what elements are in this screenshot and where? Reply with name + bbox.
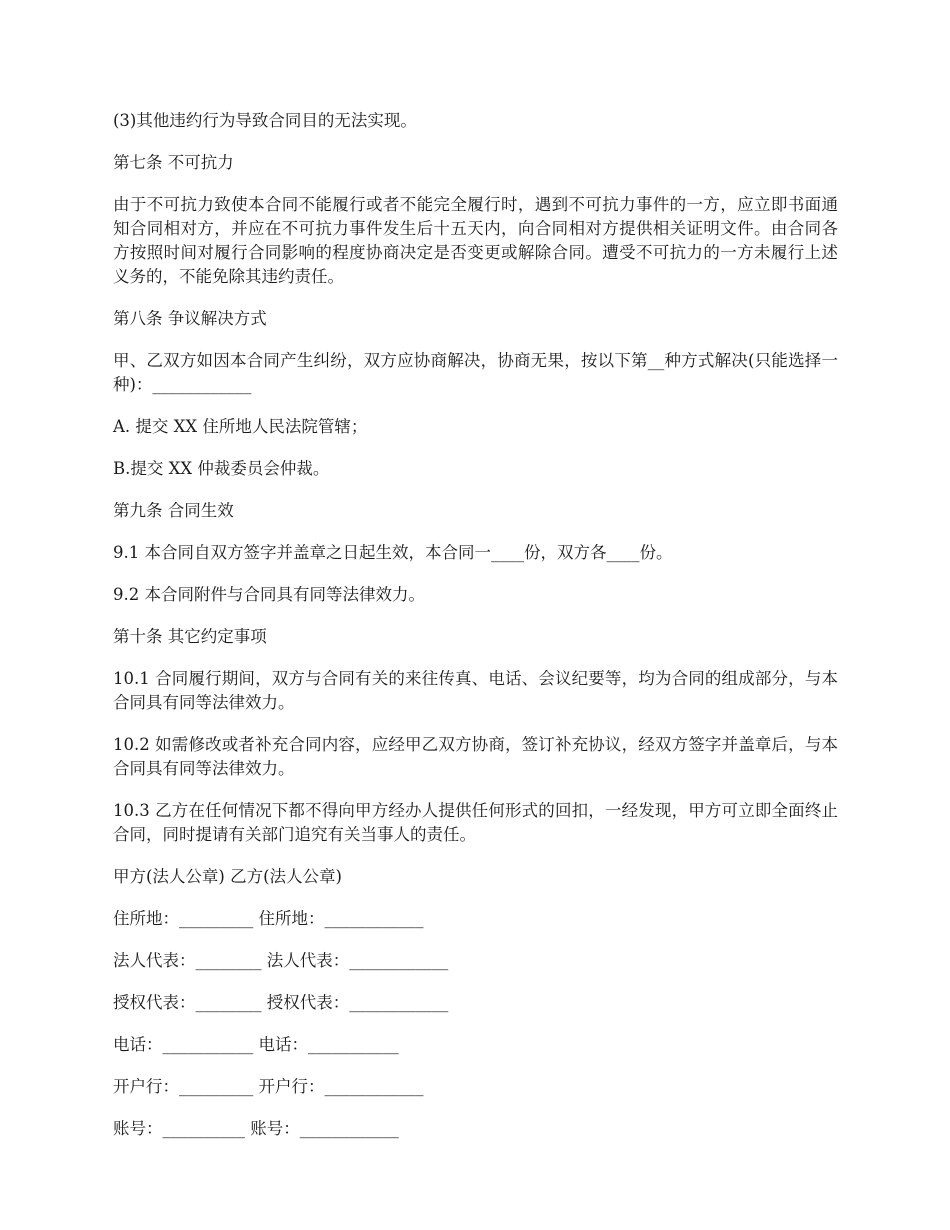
address-line: 住所地：_________ 住所地：____________	[113, 909, 424, 928]
phone-line: 电话：___________ 电话：___________	[113, 1035, 399, 1054]
article-8-title: 第八条 争议解决方式	[113, 309, 267, 328]
article-10-3: 10.3 乙方在任何情况下都不得向甲方经办人提供任何形式的回扣，一经发现，甲方可立即全面终止合同，同时提请有关部门追究有关当事人的责任。	[113, 801, 838, 844]
article-8-option-a: A. 提交 XX 住所地人民法院管辖；	[113, 417, 368, 436]
article-10-1: 10.1 合同履行期间，双方与合同有关的来往传真、电话、会议纪要等，均为合同的组成部分，与本合同具有同等法律效力。	[113, 669, 838, 712]
article-8-option-b: B.提交 XX 仲裁委员会仲裁。	[113, 459, 330, 478]
article-9-1: 9.1 本合同自双方签字并盖章之日起生效，本合同一____份，双方各____份。	[113, 543, 673, 562]
article-7-title: 第七条 不可抗力	[113, 153, 234, 172]
article-9-2: 9.2 本合同附件与合同具有同等法律效力。	[113, 585, 425, 604]
article-10-2: 10.2 如需修改或者补充合同内容，应经甲乙双方协商，签订补充协议，经双方签字并盖章后，与本合同具有同等法律效力。	[113, 735, 838, 778]
clause-3-text: (3)其他违约行为导致合同目的无法实现。	[113, 111, 417, 130]
parties-line: 甲方(法人公章) 乙方(法人公章)	[113, 867, 342, 886]
article-8-body: 甲、乙双方如因本合同产生纠纷，双方应协商解决，协商无果，按以下第__种方式解决(只能选择一种)：____________	[113, 351, 838, 394]
authorized-representative-line: 授权代表：________ 授权代表：____________	[113, 993, 449, 1012]
bank-line: 开户行：_________ 开户行：____________	[113, 1077, 424, 1096]
account-line: 账号：__________ 账号：____________	[113, 1119, 399, 1138]
article-7-body: 由于不可抗力致使本合同不能履行或者不能完全履行时，遇到不可抗力事件的一方，应立即书面通知合同相对方，并应在不可抗力事件发生后十五天内，向合同相对方提供相关证明文件。由合同各方按照时间对履行合同影响的程度协商决定是否变更或解除合同。遭受不可抗力的一方未履行上述义务的，不能免除其违约责任。	[113, 195, 838, 286]
article-9-title: 第九条 合同生效	[113, 501, 234, 520]
contract-page	[113, 109, 838, 1159]
legal-representative-line: 法人代表：________ 法人代表：____________	[113, 951, 449, 970]
article-10-title: 第十条 其它约定事项	[113, 627, 267, 646]
